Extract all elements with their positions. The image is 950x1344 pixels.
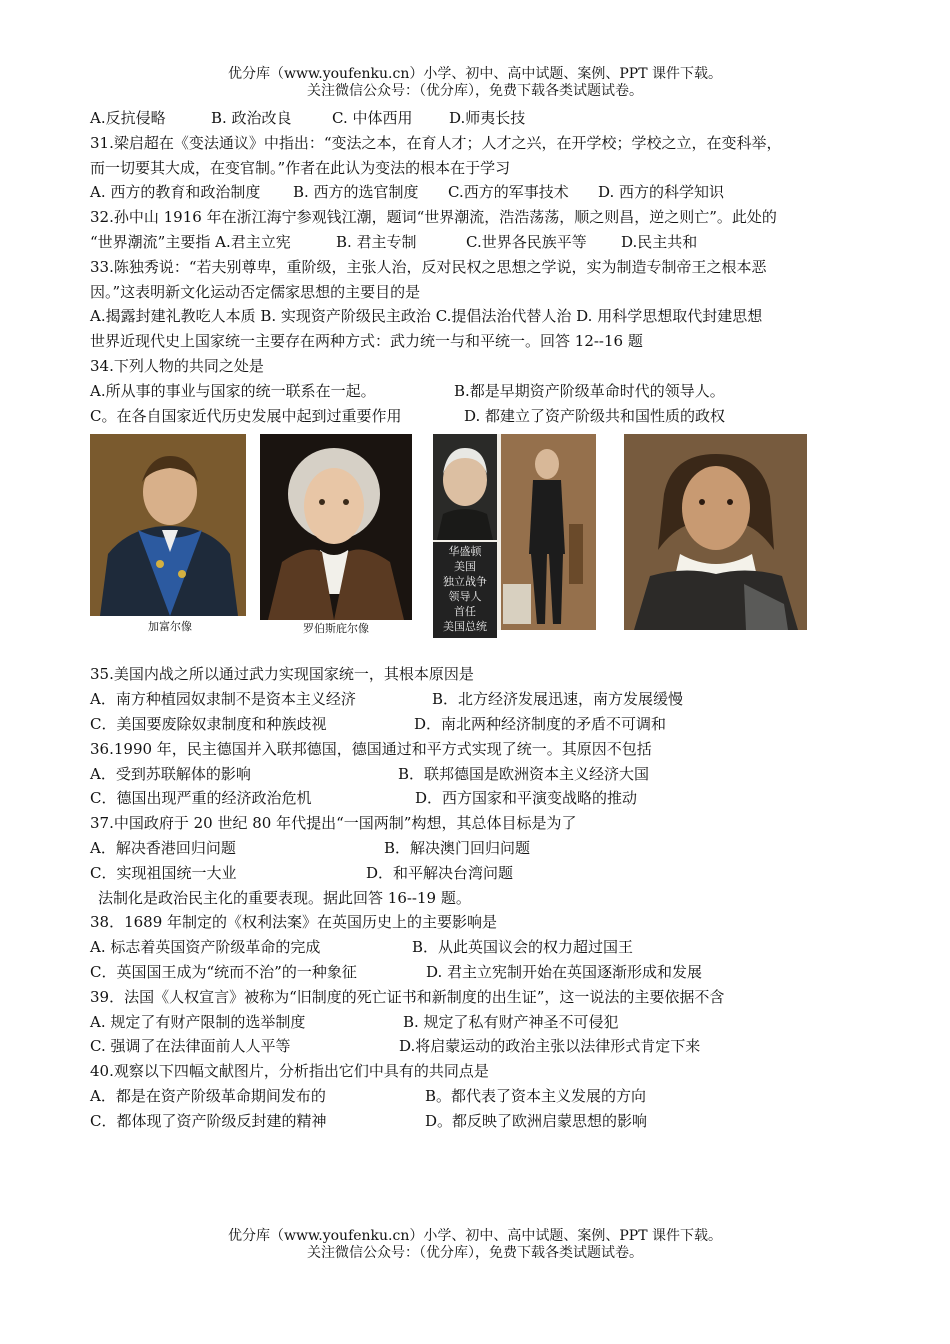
cromwell-portrait: [624, 434, 807, 630]
q36-stem: 36.1990 年，民主德国并入联邦德国，德国通过和平方式实现了统一。其原因不包括: [90, 739, 652, 758]
q40-option-a: A．都是在资产阶级革命期间发布的: [90, 1086, 326, 1105]
q34-stem: 34.下列人物的共同之处是: [90, 356, 264, 375]
q34-option-d: D. 都建立了资产阶级共和国性质的政权: [464, 406, 726, 425]
q35-option-a: A．南方种植园奴隶制不是资本主义经济: [90, 690, 356, 709]
robespierre-caption: 罗伯斯庇尔像: [303, 622, 369, 636]
q39-option-b: B. 规定了私有财产神圣不可侵犯: [403, 1012, 619, 1031]
q34-options-cd: [90, 404, 870, 429]
portrait-figures: [90, 434, 870, 656]
page-header: [0, 66, 950, 100]
q38-options-ab: [90, 935, 870, 960]
q33-options: A.揭露封建礼教吃人本质 B. 实现资产阶级民主政治 C.提倡法治代替人治 D. 用科学思想取代封建思想: [90, 307, 763, 326]
page-footer: [0, 1228, 950, 1262]
header-line-2: 关注微信公众号：（优分库），免费下载各类试题试卷。: [307, 83, 643, 99]
q40-option-d: D。都反映了欧洲启蒙思想的影响: [425, 1111, 648, 1130]
q30-option-a: A.反抗侵略: [90, 109, 166, 127]
cavour-caption: 加富尔像: [148, 620, 192, 634]
washington-caption-line: 首任: [454, 605, 476, 619]
q40-option-c: C．都体现了资产阶级反封建的精神: [90, 1111, 327, 1130]
q31-stem-1: 31.梁启超在《变法通议》中指出：“变法之本，在育人才；人才之兴，在开学校；学校之立，在变科举，: [90, 133, 782, 152]
q37-stem: 37.中国政府于 20 世纪 80 年代提出“一国两制”构想，其总体目标是为了: [90, 814, 577, 833]
q31-stem-2: 而一切要其大成，在变官制。”作者在此认为变法的根本在于学习: [90, 158, 511, 177]
q32-option-c: C.世界各民族平等: [466, 232, 587, 251]
q31-option-d: D. 西方的科学知识: [598, 183, 725, 202]
q32-option-b: B. 君主专制: [336, 232, 417, 251]
washington-caption: [433, 542, 497, 638]
q36-options-cd: [90, 786, 870, 811]
q32-stem-2: “世界潮流”主要指 A.君主立宪: [90, 232, 291, 251]
q34-option-b: B.都是早期资产阶级革命时代的领导人。: [454, 381, 725, 400]
q31-option-b: B. 西方的选官制度: [293, 183, 419, 202]
q38-option-b: B．从此英国议会的权力超过国王: [412, 938, 634, 957]
q38-stem: 38．1689 年制定的《权利法案》在英国历史上的主要影响是: [90, 913, 498, 932]
q35-options-cd: [90, 712, 870, 737]
q40-options-cd: [90, 1109, 870, 1134]
q36-option-a: A．受到苏联解体的影响: [90, 764, 251, 783]
footer-line-1: 优分库（www.youfenku.cn）小学、初中、高中试题、案例、PPT 课件下载。: [227, 1228, 722, 1244]
q34-options-ab: [90, 379, 870, 404]
exam-body: [90, 106, 870, 1134]
q37-options-cd: [90, 861, 870, 886]
q37-option-d: D．和平解决台湾问题: [366, 863, 514, 882]
q35-stem: 35.美国内战之所以通过武力实现国家统一，其根本原因是: [90, 665, 474, 684]
q32-stem-1: 32.孙中山 1916 年在浙江海宁参观钱江潮，题词“世界潮流，浩浩荡荡，顺之则昌，逆之则亡”。此处的: [90, 208, 777, 227]
q40-option-b: B。都代表了资本主义发展的方向: [425, 1086, 647, 1105]
q30-option-d: D.师夷长技: [449, 109, 526, 127]
washington-caption-line: 美国: [454, 560, 476, 574]
header-line-1: 优分库（www.youfenku.cn）小学、初中、高中试题、案例、PPT 课件下载。: [227, 66, 722, 82]
washington-caption-line: 美国总统: [443, 620, 487, 634]
q34-option-a: A.所从事的事业与国家的统一联系在一起。: [90, 381, 376, 400]
q36-option-c: C．德国出现严重的经济政治危机: [90, 789, 312, 808]
q39-option-d: D.将启蒙运动的政治主张以法律形式肯定下来: [399, 1037, 701, 1056]
q40-stem: 40.观察以下四幅文献图片，分析指出它们中具有的共同点是: [90, 1062, 489, 1081]
q37-option-b: B．解决澳门回归问题: [384, 838, 531, 857]
q30-option-b: B. 政治改良: [211, 109, 292, 127]
footer-line-2: 关注微信公众号：（优分库），免费下载各类试题试卷。: [307, 1245, 643, 1261]
q35-options-ab: [90, 687, 870, 712]
section-intro-16-19: 法制化是政治民主化的重要表现。据此回答 16--19 题。: [98, 888, 471, 907]
robespierre-portrait: [260, 434, 412, 620]
q37-options-ab: [90, 836, 870, 861]
q40-options-ab: [90, 1084, 870, 1109]
q39-options-ab: [90, 1010, 870, 1035]
cavour-portrait: [90, 434, 246, 616]
q35-option-d: D．南北两种经济制度的矛盾不可调和: [414, 714, 667, 733]
q39-option-a: A. 规定了有财产限制的选举制度: [90, 1012, 306, 1031]
q38-options-cd: [90, 960, 870, 985]
q32-line-2: [90, 230, 870, 255]
q31-option-a: A. 西方的教育和政治制度: [90, 183, 261, 202]
q32-option-d: D.民主共和: [621, 232, 698, 251]
q37-option-a: A．解决香港回归问题: [90, 838, 236, 857]
q33-stem-2: 因。”这表明新文化运动否定儒家思想的主要目的是: [90, 282, 421, 301]
section-intro-12-16: 世界近现代史上国家统一主要存在两种方式：武力统一与和平统一。回答 12--16 题: [90, 332, 643, 351]
washington-caption-line: 独立战争: [443, 575, 487, 589]
washington-caption-line: 领导人: [448, 590, 482, 604]
q35-option-b: B．北方经济发展迅速，南方发展缓慢: [432, 690, 684, 709]
q35-option-c: C．美国要废除奴隶制度和种族歧视: [90, 714, 327, 733]
q36-options-ab: [90, 762, 870, 787]
q31-options: [90, 180, 870, 205]
q38-option-a: A. 标志着英国资产阶级革命的完成: [90, 938, 321, 957]
washington-caption-line: 华盛顿: [448, 545, 482, 559]
q39-option-c: C. 强调了在法律面前人人平等: [90, 1037, 291, 1056]
q31-option-c: C.西方的军事技术: [448, 183, 569, 202]
q37-option-c: C．实现祖国统一大业: [90, 863, 237, 882]
q36-option-d: D．西方国家和平演变战略的推动: [415, 789, 638, 808]
q36-option-b: B．联邦德国是欧洲资本主义经济大国: [398, 764, 650, 783]
q38-option-c: C．英国国王成为“统而不治”的一种象征: [90, 962, 357, 981]
q39-stem: 39．法国《人权宣言》被称为“旧制度的死亡证书和新制度的出生证”，这一说法的主要依据不含: [90, 987, 725, 1006]
q39-options-cd: [90, 1034, 870, 1059]
q38-option-d: D. 君主立宪制开始在英国逐渐形成和发展: [426, 962, 703, 981]
q33-stem-1: 33.陈独秀说：“若夫别尊卑，重阶级，主张人治，反对民权之思想之学说，实为制造专制帝王之根本恶: [90, 257, 767, 276]
q30-option-c: C. 中体西用: [332, 109, 413, 127]
q30-options: [90, 106, 870, 131]
q34-option-c: C。在各自国家近代历史发展中起到过重要作用: [90, 406, 402, 425]
